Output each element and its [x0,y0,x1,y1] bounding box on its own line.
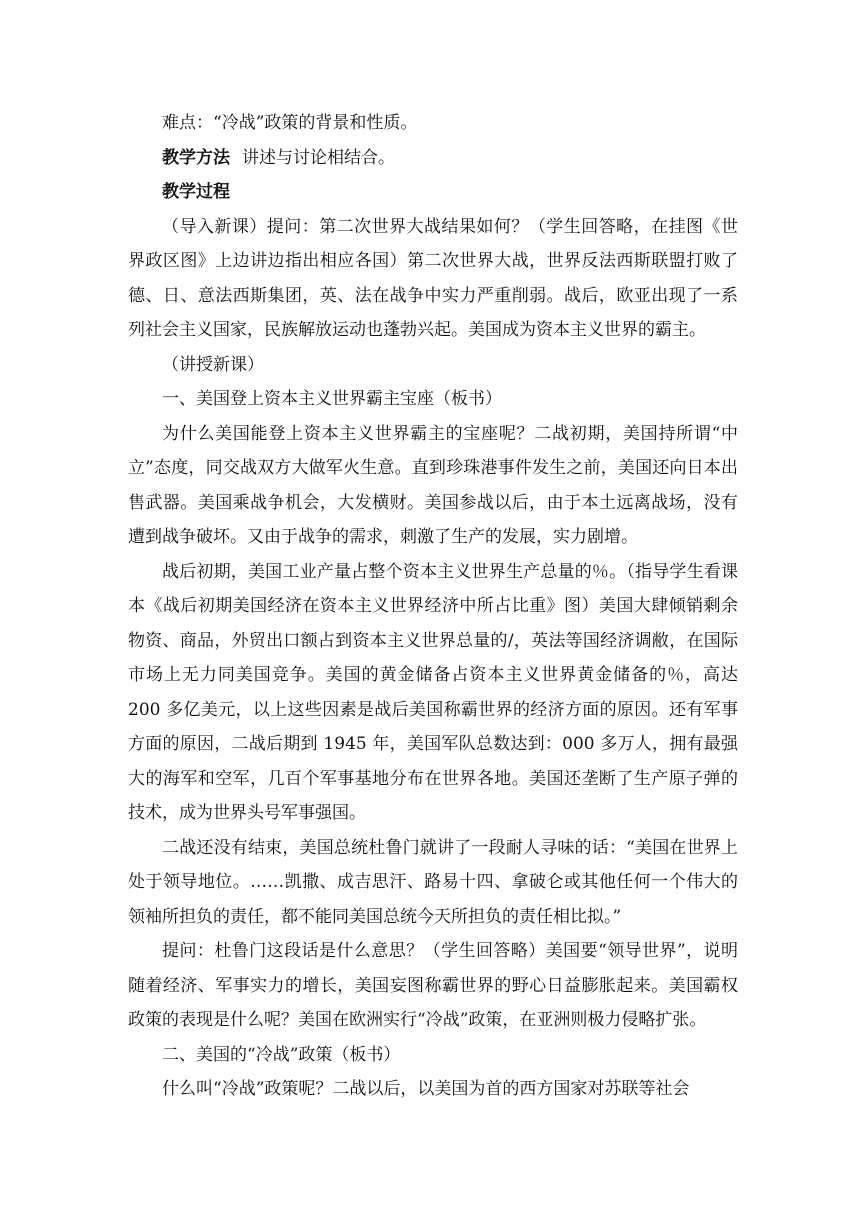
section-heading-2: 二、美国的“冷战”政策（板书） [162,1044,401,1065]
paragraph-truman-quote: 二战还没有结束，美国总统杜鲁门就讲了一段耐人寻味的话：“美国在世界上处于领导地位。……凯撒、成吉思汗、路易十四、拿破仑或其他任何一个伟大的领袖所担负的责任，都不能同美国总统今天所担负的责任相比拟。” [128,837,738,927]
paragraph-new-lesson: （讲授新课） [162,354,264,375]
paragraph-cold-war: 什么叫“冷战”政策呢？二战以后，以美国为首的西方国家对苏联等社会 [162,1079,690,1099]
paragraph-question: 提问：杜鲁门这段话是什么意思？（学生回答略）美国要“领导世界”，说明随着经济、军事实力的增长，美国妄图称霸世界的野心日益膨胀起来。美国霸权政策的表现是什么呢？美国在欧洲实行“冷战”政策，在亚洲则极力侵略扩张。 [128,941,738,1030]
paragraph-intro: （导入新课）提问：第二次世界大战结果如何？（学生回答略，在挂图《世界政区图》上边讲边指出相应各国）第二次世界大战，世界反法西斯联盟打败了德、日、意法西斯集团，英、法在战争中实力严重削弱。战后，欧亚出现了一系列社会主义国家，民族解放运动也蓬勃兴起。美国成为资本主义世界的霸主。 [128,216,738,340]
document-body [128,106,738,1107]
teaching-method-label: 教学方法 [162,147,230,168]
teaching-process-heading: 教学过程 [162,182,230,202]
teaching-method-text: 讲述与讨论相结合。 [242,147,395,168]
paragraph-why-hegemony: 为什么美国能登上资本主义世界霸主的宝座呢？二战初期，美国持所谓“中立”态度，同交战双方大做军火生意。直到珍珠港事件发生之前，美国还向日本出售武器。美国乘战争机会，大发横财。美国参战以后，由于本土远离战场，没有遭到战争破坏。又由于战争的需求，刺激了生产的发展，实力剧增。 [128,423,738,547]
section-heading-1: 一、美国登上资本主义世界霸主宝座（板书） [162,389,502,409]
difficulty-line: 难点：“冷战”政策的背景和性质。 [162,113,418,133]
teaching-method-line [128,141,738,176]
paragraph-postwar-economy: 战后初期，美国工业产量占整个资本主义世界生产总量的％。（指导学生看课本《战后初期美国经济在资本主义世界经济中所占比重》图）美国大肆倾销剩余物资、商品，外贸出口额占到资本主义世界总量的/，英法等国经济调敝，在国际市场上无力同美国竞争。美国的黄金储备占资本主义世界黄金储备的％，高达 200 多亿美元，以上这些因素是战后美国称霸世界的经济方面的原因。还有军事方面的原因，二战后期到 1945 年，美国军队总数达到：000 多万人，拥有最强大的海军和空军，几百个军事基地分布在世界各地。美国还垄断了生产原子弹的技术，成为世界头号军事强国。 [128,561,738,823]
